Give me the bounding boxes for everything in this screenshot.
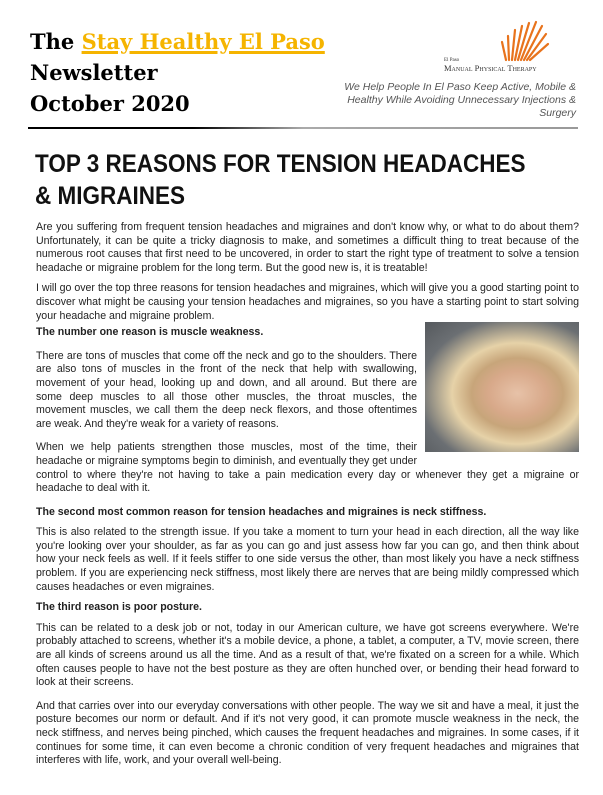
- paragraph: This can be related to a desk job or not, today in our American culture, we have got screens everywhere. We're probably attached to screens, whether it's a mobile device, a phone, a tablet, a computer, a TV, movie screen, there are all kinds of screens around us all the time. And as a result of that, we're fixated on a screen for a while. Which often causes people to have not the best posture as they are often hunched over, or bending their head forward to look at their screens.: [36, 621, 579, 689]
- section-heading: The number one reason is muscle weakness.: [36, 326, 264, 339]
- svg-text:Manual Physical Therapy: Manual Physical Therapy: [444, 63, 537, 73]
- section-heading: The third reason is poor posture.: [36, 601, 202, 614]
- sunburst-logo-icon: [436, 14, 586, 78]
- section-heading: The second most common reason for tension headaches and migraines is neck stiffness.: [36, 505, 487, 518]
- company-logo: [436, 14, 586, 78]
- paragraph: This is also related to the strength issue. If you take a moment to turn your head in each direction, all the way like you're looking over your shoulder, as far as you can go and just assess how far you can go, and then think about how your neck feels as well. If it feels stiffer to one side versus the other, than most likely you have a neck stiffness problem. If you are experiencing neck stiffness, most likely there are nerves that are being mildly compressed which causes headaches or even migraines.: [36, 526, 579, 593]
- article-title: TOP 3 REASONS FOR TENSION HEADACHES & MIGRAINES: [35, 150, 526, 210]
- title-prefix: The: [30, 29, 82, 54]
- title-line2: Newsletter: [30, 60, 158, 85]
- header-divider: [28, 127, 578, 129]
- newsletter-title: [30, 26, 325, 119]
- tagline: We Help People In El Paso Keep Active, Mobile & Healthy While Avoiding Unnecessary Injections & Surgery: [344, 81, 576, 119]
- title-highlight: Stay Healthy El Paso: [81, 29, 325, 54]
- svg-text:El Paso: El Paso: [444, 58, 460, 63]
- paragraph: There are tons of muscles that come off the neck and go to the shoulders. There are also tons of muscles in the front of the neck that help with swallowing, movement of your head, looking up and down, and all around. But there are some deep muscles to all those other muscles, the throat muscles, the movement muscles, we call them the deep neck flexors, and those oftentimes are weak. And they're weak for a variety of reasons.: [36, 349, 417, 430]
- woman-headache-photo: [425, 322, 579, 452]
- paragraph: When we help patients strengthen those muscles, most of the time, their headache or migraine symptoms begin to diminish, and eventually they get under control to where they're not having to take a pain medication every day or whenever they get a migraine or headache to deal with it.: [36, 441, 579, 495]
- paragraph: Are you suffering from frequent tension headaches and migraines and don't know why, or what to do about them? Unfortunately, it can be quite a tricky diagnosis to make, and sometimes a difficult thing to treat because of the numerous root causes that first need to be uncovered, in order to start the right type of treatment to solve a tension headache or migraine problem for the long term. But the good new is, it is treatable!: [36, 221, 579, 274]
- title-date: October 2020: [30, 91, 190, 116]
- paragraph: I will go over the top three reasons for tension headaches and migraines, which will give you a good starting point to discover what might be causing your tension headaches and migraines, so you have a starting point to start solving your headache and migraine problem.: [36, 282, 579, 322]
- article-body: [36, 221, 579, 775]
- paragraph: And that carries over into our everyday conversations with other people. The way we sit and have a meal, it just the posture becomes our norm or default. And if it's not very good, it can promote muscle weakness in the neck, the neck stiffness, and nerves being pinched, which causes the frequent headaches and migraines. In some cases, if it continues for some time, it can even become a chronic condition of very frequent headaches and migraines that interferes with life, work, and your overall well-being.: [36, 699, 579, 767]
